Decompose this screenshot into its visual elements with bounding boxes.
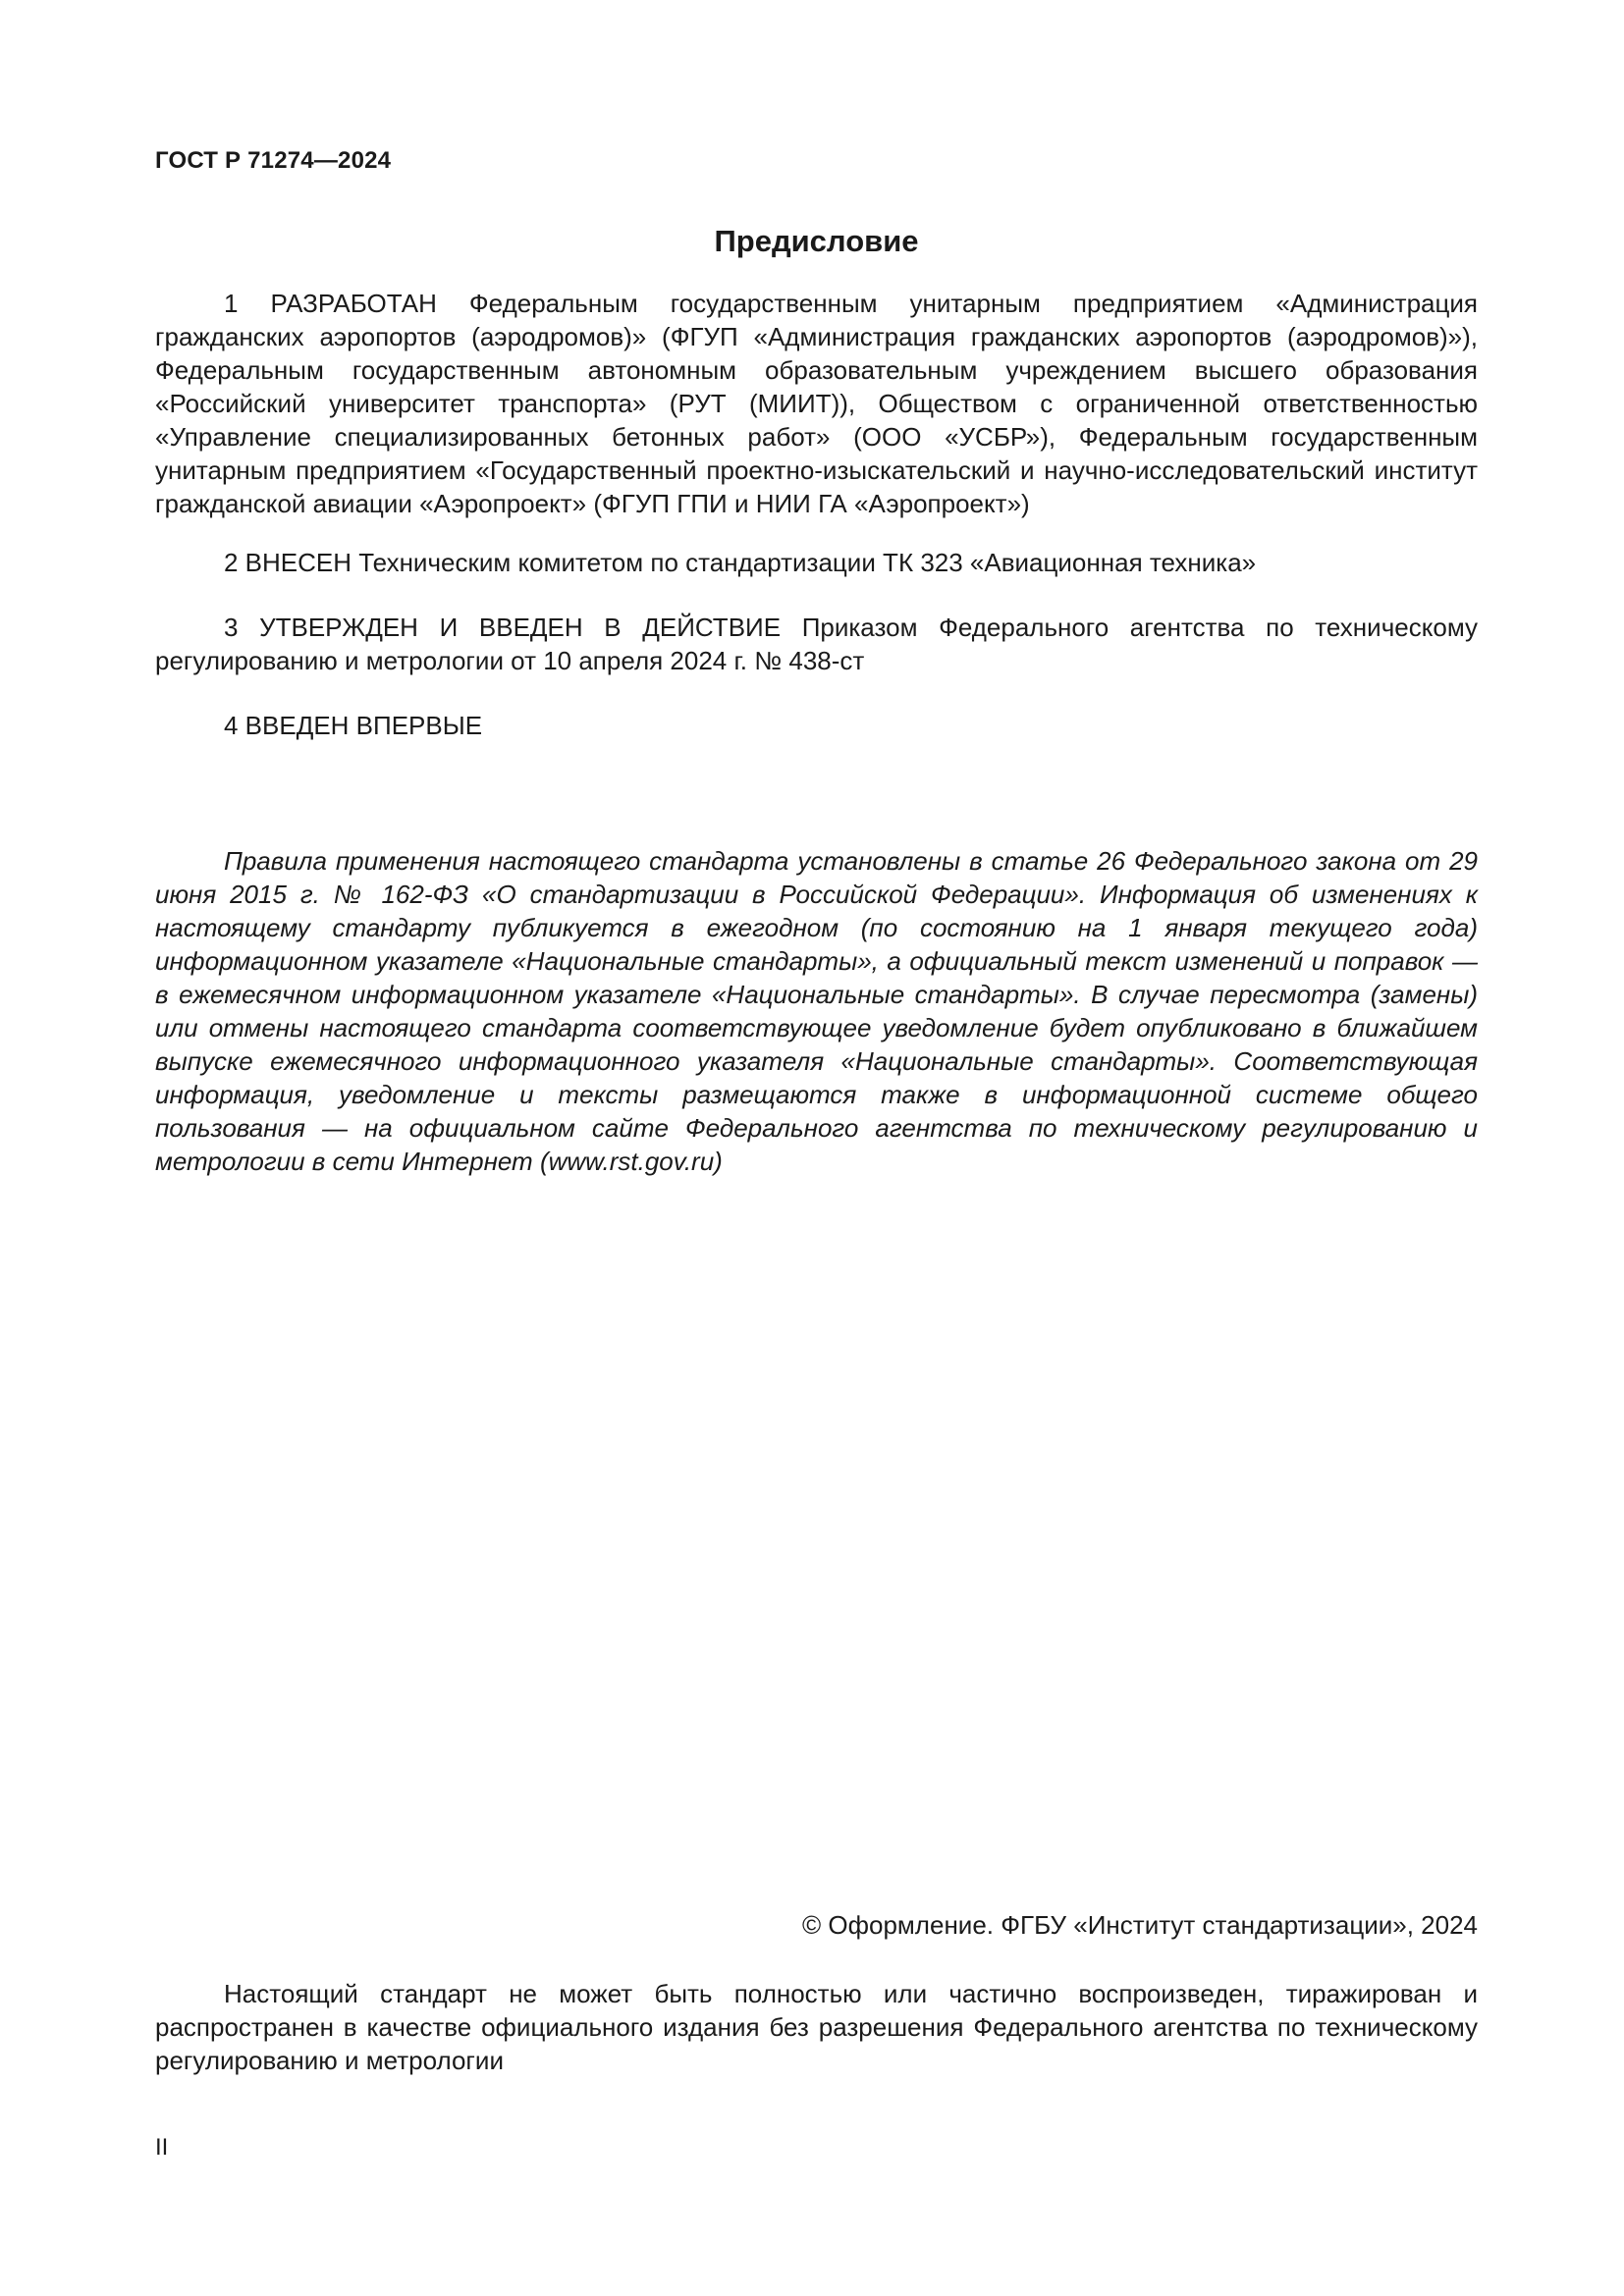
foreword-item-4 (155, 709, 1478, 742)
foreword-item-4-text: 4 ВВЕДЕН ВПЕРВЫЕ (224, 711, 483, 740)
foreword-item-3 (155, 611, 1478, 677)
copyright-line: © Оформление. ФГБУ «Институт стандартизации», 2024 (802, 1910, 1478, 1940)
application-notice-text: Правила применения настоящего стандарта установлены в статье 26 Федерального закона от 29 июня 2015 г. № 162-ФЗ «О стандартизации в Российской Федерации». Информация об изменениях к настоящему стандарту публикуется в ежегодном (по состоянию на 1 января текущего года) информационном указателе «Национальные стандарты», а официальный текст изменений и поправок — в ежемесячном информационном указателе «Национальные стандарты». В случае пересмотра (замены) или отмены настоящего стандарта соответствующее уведомление будет опубликовано в ближайшем выпуске ежемесячного информационного указателя «Национальные стандарты». Соответствующая информация, уведомление и тексты размещаются также в информационной системе общего пользования — на официальном сайте Федерального агентства по техническому регулированию и метрологии в сети Интернет (www.rst.gov.ru) (155, 846, 1478, 1176)
standard-code: ГОСТ Р 71274—2024 (155, 147, 392, 174)
reproduction-notice-text: Настоящий стандарт не может быть полностью или частично воспроизведен, тиражирован и распространен в качестве официального издания без разрешения Федерального агентства по техническому регулированию и метрологии (155, 1979, 1478, 2075)
foreword-item-1 (155, 287, 1478, 520)
page-number: II (155, 2134, 169, 2161)
foreword-item-3-text: 3 УТВЕРЖДЕН И ВВЕДЕН В ДЕЙСТВИЕ Приказом Федерального агентства по техническому регулированию и метрологии от 10 апреля 2024 г. № 438-ст (155, 613, 1478, 675)
foreword-item-1-text: 1 РАЗРАБОТАН Федеральным государственным унитарным предприятием «Администрация гражданских аэропортов (аэродромов)» (ФГУП «Администрация гражданских аэропортов (аэродромов)»), Федеральным государственным автономным образовательным учреждением высшего образования «Российский университет транспорта» (РУТ (МИИТ)), Обществом с ограниченной ответственностью «Управление специализированных бетонных работ» (ООО «УСБР»), Федеральным государственным унитарным предприятием «Государственный проектно-изыскательский и научно-исследовательский институт гражданской авиации «Аэропроект» (ФГУП ГПИ и НИИ ГА «Аэропроект») (155, 289, 1478, 518)
application-notice (155, 844, 1478, 1178)
reproduction-notice (155, 1977, 1478, 2077)
foreword-item-2-text: 2 ВНЕСЕН Техническим комитетом по стандартизации ТК 323 «Авиационная техника» (224, 548, 1257, 577)
page-title: Предисловие (714, 224, 919, 258)
foreword-item-2 (155, 546, 1478, 579)
